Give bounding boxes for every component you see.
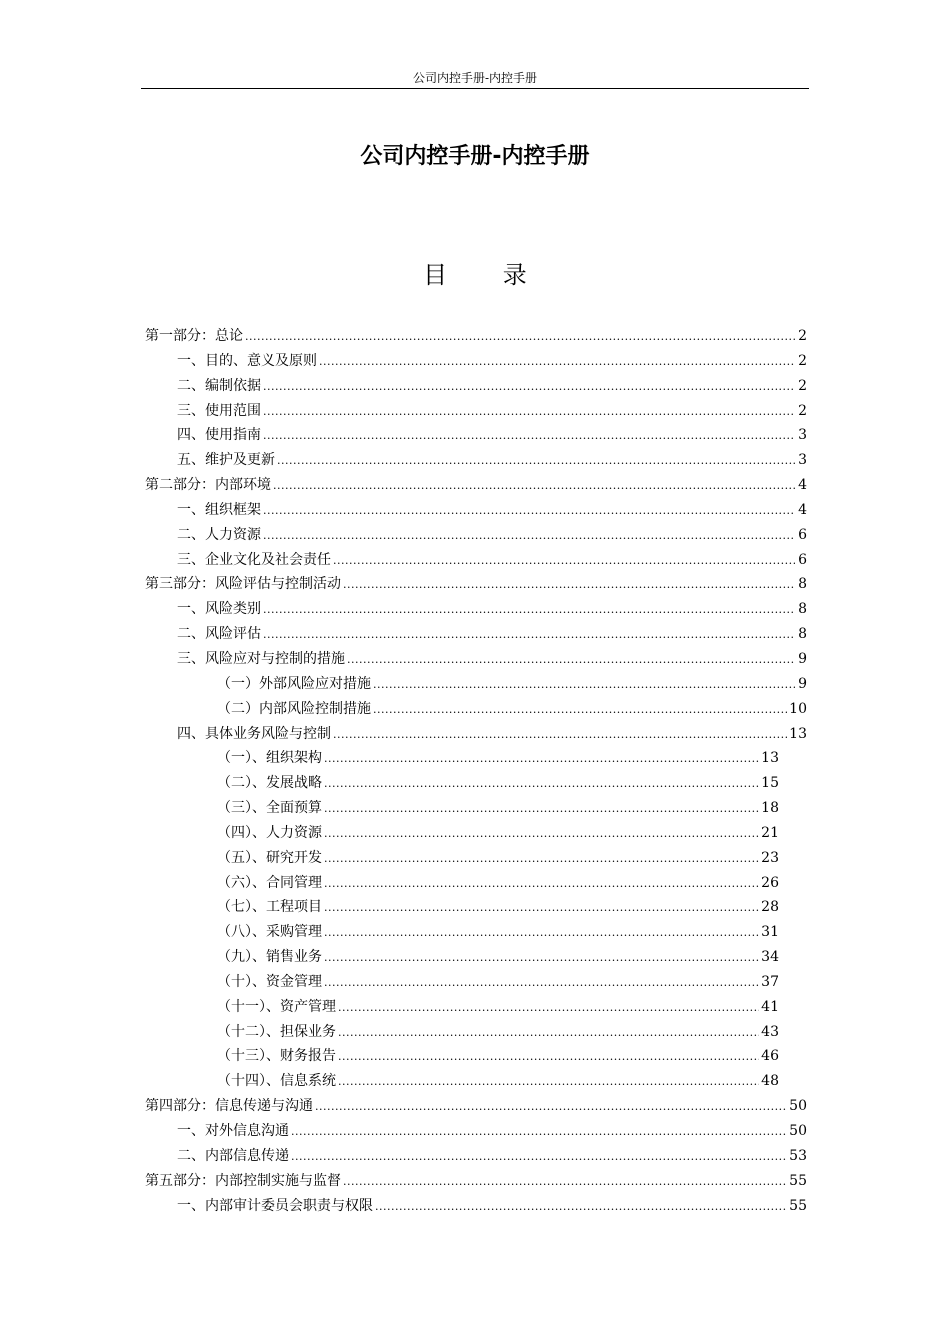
toc-leader	[263, 524, 795, 549]
toc-entry-text: 一、内部审计委员会职责与权限	[177, 1197, 373, 1214]
toc-entry-text: 三、企业文化及社会责任	[177, 551, 331, 568]
toc-entry-text: 一、对外信息沟通	[177, 1123, 289, 1139]
toc-entry-text: 五、维护及更新	[177, 452, 275, 469]
toc-leader	[324, 797, 759, 822]
toc-entry-text: （十四）、信息系统	[217, 1073, 336, 1090]
toc-entry-text: （一）、组织架构	[217, 750, 322, 767]
toc-page-number: 6	[798, 551, 807, 568]
toc-leader	[324, 921, 759, 946]
toc-page-number: 37	[761, 973, 779, 990]
toc-page-number: 10	[789, 700, 807, 717]
toc-entry[interactable]	[145, 821, 779, 846]
toc-page-number: 3	[798, 427, 807, 444]
toc-entry-text: 二、人力资源	[177, 526, 261, 543]
toc-entry[interactable]	[145, 1169, 807, 1194]
toc-entry[interactable]	[145, 846, 779, 871]
toc-entry[interactable]	[145, 1020, 779, 1045]
toc-entry[interactable]	[145, 572, 807, 597]
toc-leader	[324, 747, 759, 772]
running-header: 公司内控手册-内控手册	[412, 71, 538, 85]
toc-entry[interactable]	[145, 871, 779, 896]
toc-entry-text: 第四部分：信息传递与沟通	[145, 1098, 313, 1115]
toc-leader	[343, 573, 795, 598]
toc-leader	[375, 1195, 787, 1220]
document-title: 公司内控手册-内控手册	[360, 144, 590, 169]
toc-entry[interactable]	[145, 1194, 807, 1219]
toc-entry-text: 二、风险评估	[177, 626, 261, 643]
toc-page-number: 55	[789, 1197, 807, 1214]
toc-leader	[333, 723, 787, 748]
toc-page-number: 53	[789, 1147, 807, 1164]
toc-leader	[324, 822, 759, 847]
toc-page-number: 9	[798, 650, 807, 667]
toc-entry-text: 一、目的、意义及原则	[177, 352, 317, 369]
toc-page-number: 2	[798, 328, 807, 344]
toc-entry-text: （九）、销售业务	[217, 949, 322, 966]
toc-page-number: 21	[761, 824, 779, 841]
toc-entry[interactable]	[145, 423, 807, 448]
toc-entry[interactable]	[145, 672, 807, 697]
toc-entry[interactable]	[145, 473, 807, 498]
toc-page-number: 15	[761, 775, 779, 792]
toc-leader	[319, 350, 795, 375]
toc-entry[interactable]	[145, 622, 807, 647]
toc-heading: 目 录	[423, 261, 551, 289]
toc-page-number: 8	[798, 601, 807, 618]
toc-page-number: 26	[761, 874, 779, 891]
toc-page-number: 6	[798, 526, 807, 543]
toc-entry[interactable]	[145, 523, 807, 548]
toc-leader	[263, 598, 795, 623]
toc-page-number: 2	[798, 402, 807, 419]
toc-entry-text: 一、组织框架	[177, 501, 261, 518]
toc-leader	[324, 946, 759, 971]
table-of-contents	[145, 324, 807, 1218]
toc-entry-text: （七）、工程项目	[217, 899, 322, 916]
header-rule	[141, 88, 809, 89]
toc-entry[interactable]	[145, 920, 779, 945]
toc-page-number: 50	[789, 1098, 807, 1115]
toc-leader	[338, 1070, 759, 1095]
toc-leader	[324, 896, 759, 921]
toc-entry-text: 二、内部信息传递	[177, 1147, 289, 1164]
toc-leader	[315, 1095, 787, 1120]
toc-entry-text: （八）、采购管理	[217, 924, 322, 941]
toc-entry-text: 四、使用指南	[177, 427, 261, 444]
toc-entry-text: （十）、资金管理	[217, 973, 322, 990]
toc-entry-text: 三、使用范围	[177, 402, 261, 419]
toc-entry[interactable]	[145, 1119, 807, 1144]
toc-entry-text: （二）内部风险控制措施	[217, 700, 371, 717]
toc-entry[interactable]	[145, 597, 807, 622]
toc-entry-text: 三、风险应对与控制的措施	[177, 650, 345, 667]
toc-entry[interactable]	[145, 374, 807, 399]
toc-entry-text: 一、风险类别	[177, 601, 261, 618]
toc-page-number: 50	[789, 1123, 807, 1139]
toc-leader	[277, 449, 795, 474]
toc-leader	[263, 499, 795, 524]
toc-entry[interactable]	[145, 448, 807, 473]
toc-entry-text: （四）、人力资源	[217, 824, 322, 841]
toc-entry[interactable]	[145, 746, 779, 771]
toc-entry-text: 第一部分：总论	[145, 328, 243, 344]
toc-entry[interactable]	[145, 647, 807, 672]
toc-leader	[324, 847, 759, 872]
toc-entry[interactable]	[145, 796, 779, 821]
toc-entry-text: （十三）、财务报告	[217, 1048, 336, 1065]
toc-leader	[343, 1170, 787, 1195]
toc-entry[interactable]	[145, 324, 807, 349]
toc-entry[interactable]	[145, 771, 779, 796]
toc-leader	[291, 1120, 787, 1145]
toc-page-number: 8	[798, 576, 807, 593]
toc-page-number: 13	[789, 725, 807, 742]
toc-entry[interactable]	[145, 1144, 807, 1169]
toc-entry-text: （五）、研究开发	[217, 849, 322, 866]
toc-page-number: 48	[761, 1073, 779, 1090]
toc-leader	[291, 1145, 787, 1170]
toc-entry[interactable]	[145, 895, 779, 920]
toc-page-number: 2	[798, 352, 807, 369]
toc-leader	[338, 1021, 759, 1046]
toc-entry-text: （二）、发展战略	[217, 775, 322, 792]
toc-page-number: 31	[761, 924, 779, 941]
toc-page-number: 55	[789, 1172, 807, 1189]
toc-leader	[263, 375, 795, 400]
toc-leader	[273, 474, 795, 499]
toc-entry-text: （一）外部风险应对措施	[217, 675, 371, 692]
toc-page-number: 9	[798, 675, 807, 692]
toc-page-number: 18	[761, 800, 779, 817]
toc-leader	[373, 698, 787, 723]
toc-entry-text: 第三部分：风险评估与控制活动	[145, 576, 341, 593]
toc-entry-text: 第二部分：内部环境	[145, 477, 271, 494]
toc-entry-text: 第五部分：内部控制实施与监督	[145, 1172, 341, 1189]
toc-entry[interactable]	[145, 349, 807, 374]
toc-leader	[263, 424, 795, 449]
toc-leader	[338, 1045, 759, 1070]
toc-entry[interactable]	[145, 945, 779, 970]
toc-entry-text: （六）、合同管理	[217, 874, 322, 891]
toc-leader	[263, 400, 795, 425]
toc-entry-text: （十二）、担保业务	[217, 1023, 336, 1040]
toc-page-number: 3	[798, 452, 807, 469]
toc-entry[interactable]	[145, 1094, 807, 1119]
toc-page-number: 34	[761, 949, 779, 966]
toc-entry-text: 二、编制依据	[177, 377, 261, 394]
toc-leader	[338, 996, 759, 1021]
toc-page-number: 4	[798, 477, 807, 494]
toc-entry[interactable]	[145, 1044, 779, 1069]
toc-entry-text: 四、具体业务风险与控制	[177, 725, 331, 742]
toc-page-number: 46	[761, 1048, 779, 1065]
toc-entry[interactable]	[145, 498, 807, 523]
toc-leader	[324, 971, 759, 996]
toc-page-number: 13	[761, 750, 779, 767]
toc-entry[interactable]	[145, 970, 779, 995]
toc-page-number: 41	[761, 998, 779, 1015]
toc-page-number: 2	[798, 377, 807, 394]
toc-entry[interactable]	[145, 995, 779, 1020]
toc-leader	[373, 673, 795, 698]
toc-leader	[347, 648, 795, 673]
toc-leader	[245, 325, 795, 350]
toc-page-number: 23	[761, 849, 779, 866]
toc-leader	[324, 772, 759, 797]
toc-page-number: 4	[798, 501, 807, 518]
toc-leader	[333, 549, 795, 574]
toc-entry-text: （三）、全面预算	[217, 800, 322, 817]
toc-leader	[324, 872, 759, 897]
toc-entry[interactable]	[145, 399, 807, 424]
toc-entry[interactable]	[145, 548, 807, 573]
toc-entry-text: （十一）、资产管理	[217, 998, 336, 1015]
toc-entry[interactable]	[145, 697, 807, 722]
toc-page-number: 28	[761, 899, 779, 916]
toc-entry[interactable]	[145, 1069, 779, 1094]
toc-leader	[263, 623, 795, 648]
toc-entry[interactable]	[145, 722, 807, 747]
toc-page-number: 43	[761, 1023, 779, 1040]
toc-page-number: 8	[798, 626, 807, 643]
